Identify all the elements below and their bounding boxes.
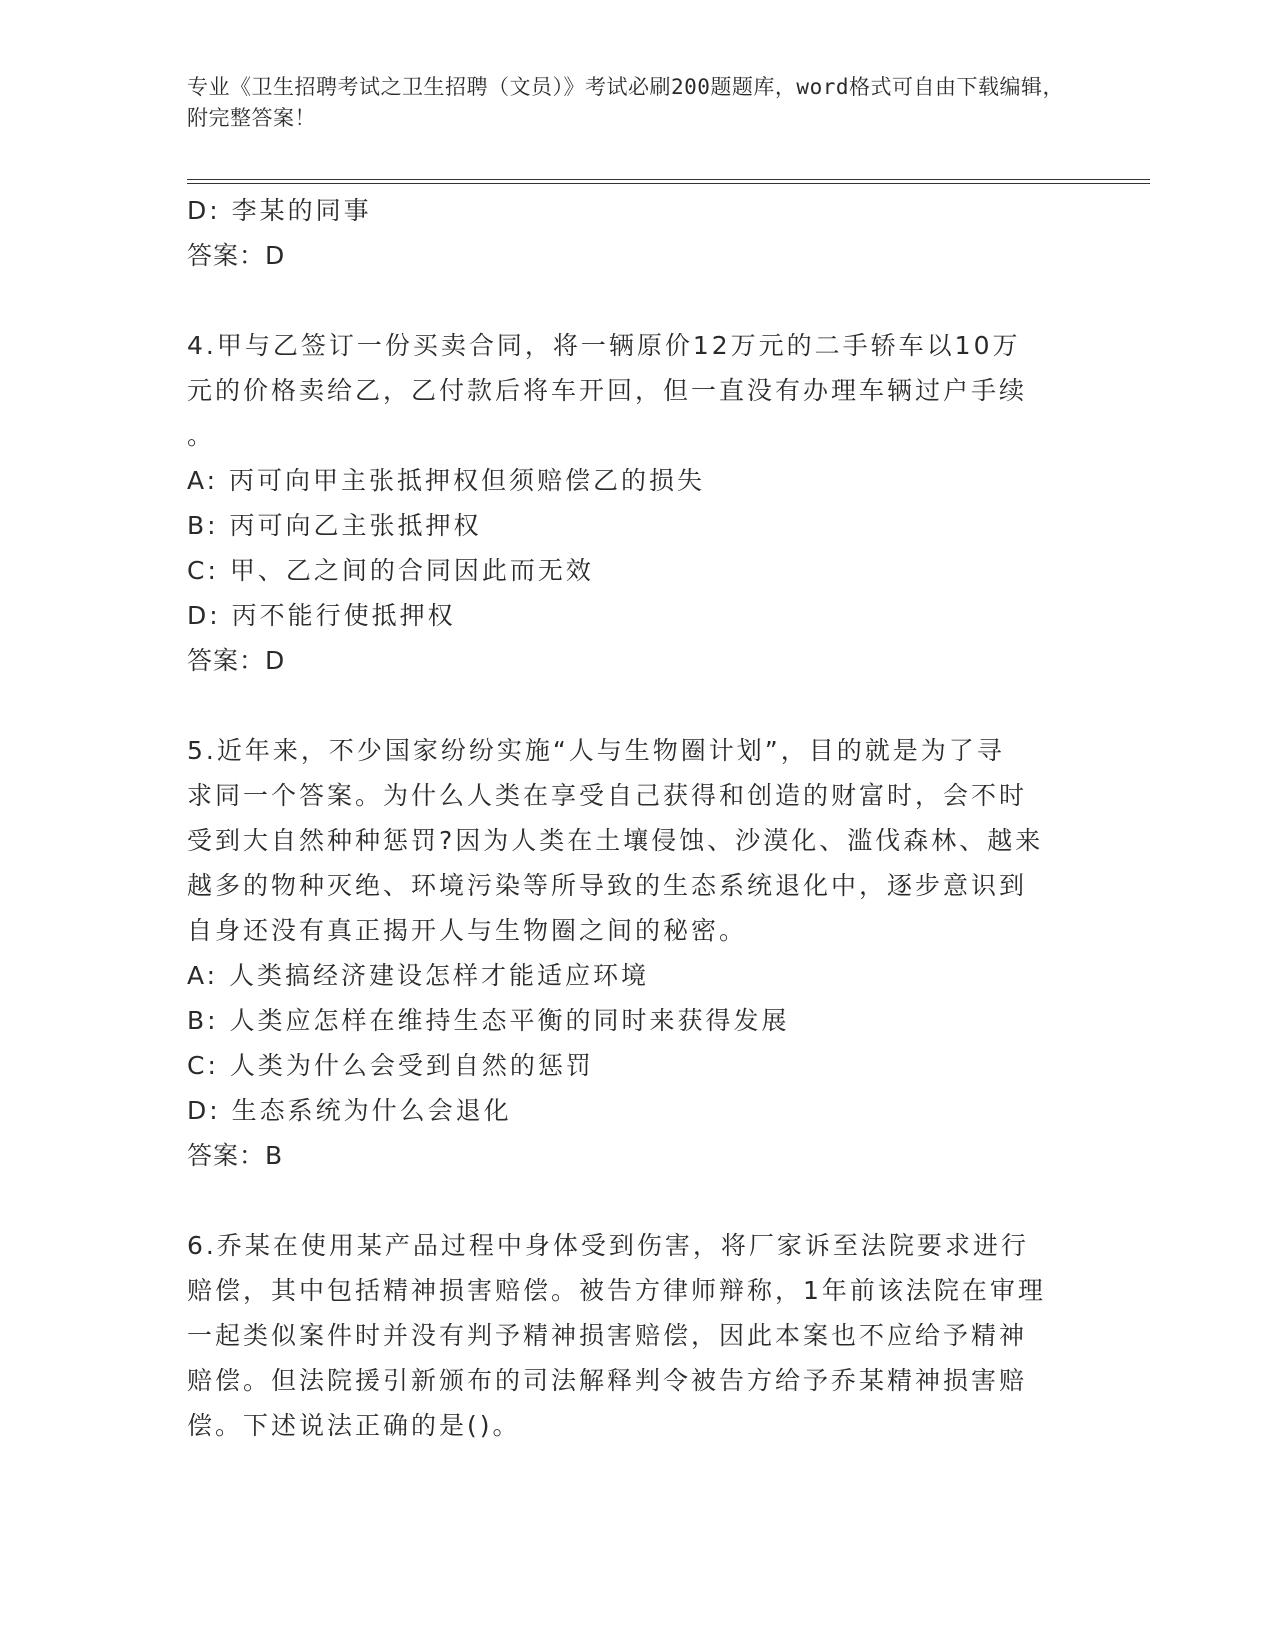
header-rule-bottom	[187, 183, 1150, 184]
header-rule-top	[187, 179, 1150, 180]
document-body	[187, 188, 1087, 1448]
q5-stem-line: 求同一个答案。为什么人类在享受自己获得和创造的财富时，会不时	[187, 781, 1028, 810]
q6-stem-line: 偿。下述说法正确的是()。	[187, 1411, 521, 1440]
q3-answer: 答案：D	[187, 241, 286, 270]
q5-stem-line: 受到大自然种种惩罚?因为人类在土壤侵蚀、沙漠化、滥伐森林、越来	[187, 826, 1044, 855]
question-6	[187, 1223, 1087, 1448]
document-title: 专业《卫生招聘考试之卫生招聘（文员）》考试必刷200题题库，word格式可自由下载编辑，附完整答案！	[187, 75, 1064, 130]
q4-answer: 答案：D	[187, 646, 286, 675]
q4-stem-line: 元的价格卖给乙，乙付款后将车开回，但一直没有办理车辆过户手续	[187, 376, 1028, 405]
q4-option-d: D: 丙不能行使抵押权	[187, 601, 456, 630]
q5-option-c: C: 人类为什么会受到自然的惩罚	[187, 1051, 594, 1080]
q6-stem-line: 一起类似案件时并没有判予精神损害赔偿，因此本案也不应给予精神	[187, 1321, 1028, 1350]
q4-option-c: C: 甲、乙之间的合同因此而无效	[187, 556, 594, 585]
q4-option-a: A: 丙可向甲主张抵押权但须赔偿乙的损失	[187, 466, 706, 495]
q4-stem-line: 4.甲与乙签订一份买卖合同，将一辆原价12万元的二手轿车以10万	[187, 331, 1021, 360]
q4-stem-line: 。	[187, 421, 216, 450]
q5-stem-line: 5.近年来，不少国家纷纷实施“人与生物圈计划”，目的就是为了寻	[187, 736, 1005, 765]
q5-option-a: A: 人类搞经济建设怎样才能适应环境	[187, 961, 650, 990]
spacer	[187, 278, 1087, 323]
q6-stem-line: 赔偿，其中包括精神损害赔偿。被告方律师辩称，1年前该法院在审理	[187, 1276, 1046, 1305]
q5-option-b: B: 人类应怎样在维持生态平衡的同时来获得发展	[187, 1006, 790, 1035]
q5-option-d: D: 生态系统为什么会退化	[187, 1096, 512, 1125]
spacer	[187, 683, 1087, 728]
q5-answer: 答案：B	[187, 1141, 284, 1170]
question-5	[187, 728, 1087, 1178]
question-4	[187, 323, 1087, 683]
q4-option-b: B: 丙可向乙主张抵押权	[187, 511, 482, 540]
q6-stem-line: 6.乔某在使用某产品过程中身体受到伤害，将厂家诉至法院要求进行	[187, 1231, 1029, 1260]
spacer	[187, 1178, 1087, 1223]
q5-stem-line: 越多的物种灭绝、环境污染等所导致的生态系统退化中，逐步意识到	[187, 871, 1028, 900]
q6-stem-line: 赔偿。但法院援引新颁布的司法解释判令被告方给予乔某精神损害赔	[187, 1366, 1028, 1395]
q5-stem-line: 自身还没有真正揭开人与生物圈之间的秘密。	[187, 916, 748, 945]
q3-option-d: D: 李某的同事	[187, 196, 372, 225]
page-header	[187, 72, 1147, 134]
